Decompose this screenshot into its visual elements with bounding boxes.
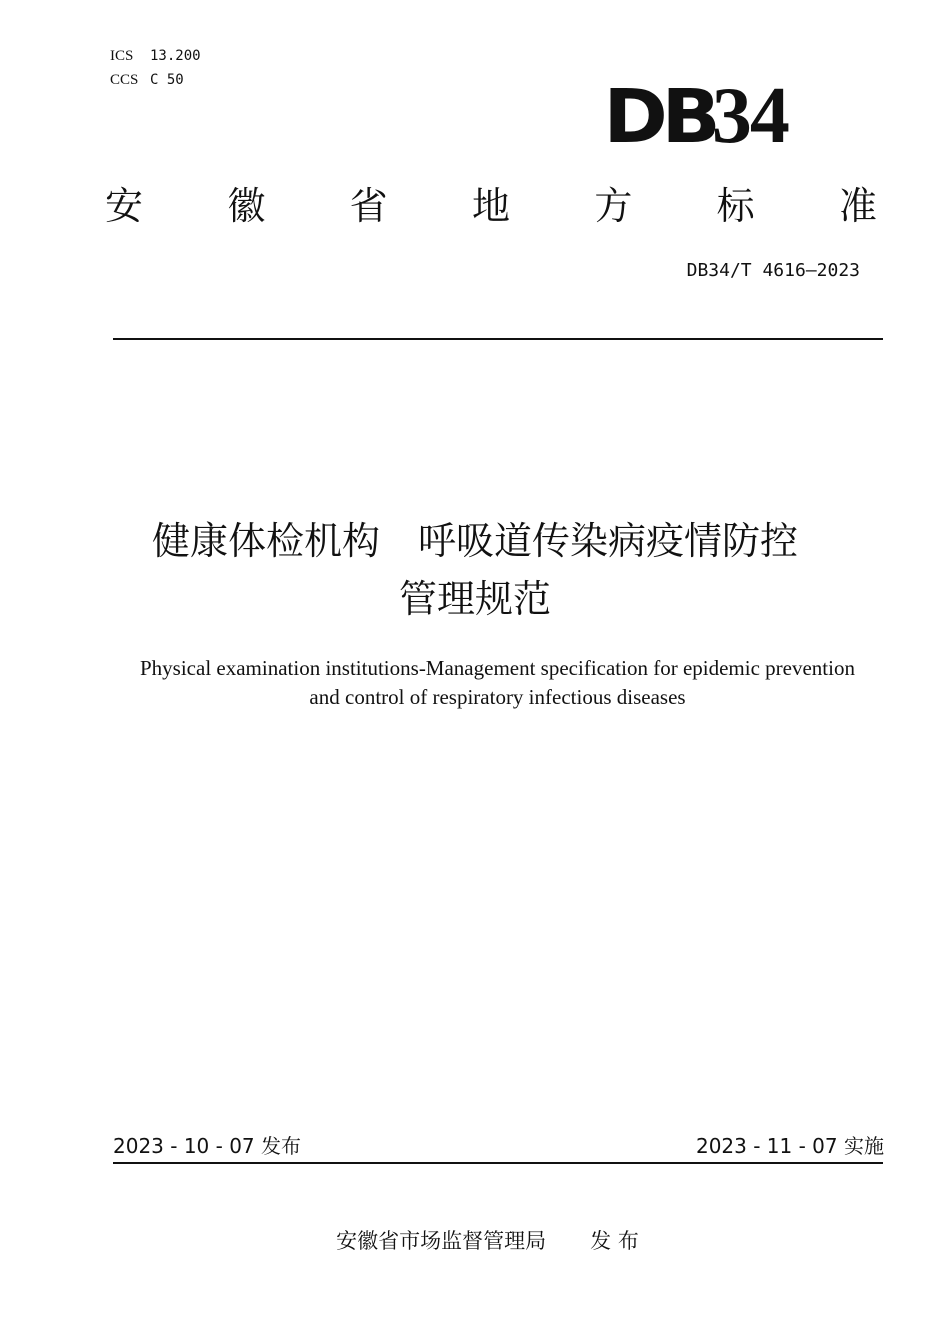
ics-label: ICS (110, 48, 134, 64)
ics-value: 13.200 (150, 48, 201, 64)
standard-kind-char: 省 (349, 184, 388, 228)
standard-number: DB34/T 4616—2023 (686, 260, 860, 281)
standard-kind-heading (105, 182, 877, 230)
title-en-line2: and control of respiratory infectious diseases (309, 685, 686, 709)
publisher-line (0, 1226, 950, 1256)
issue-date: 2023 - 10 - 07 发布 (113, 1134, 302, 1158)
title-cn-line2: 管理规范 (398, 577, 551, 621)
ccs-label: CCS (110, 72, 139, 88)
standard-kind-char: 徽 (227, 184, 266, 228)
standard-kind-char: 标 (716, 184, 755, 228)
logo-number: 34 (711, 72, 788, 160)
ccs-value: C 50 (150, 72, 184, 88)
logo-letters: DB (603, 74, 715, 160)
db34-logo (603, 72, 824, 160)
bottom-divider (113, 1162, 883, 1164)
implementation-date: 2023 - 11 - 07 实施 (695, 1134, 884, 1158)
standard-kind-char: 地 (471, 184, 510, 228)
ics-code (110, 47, 201, 65)
publisher-action: 发 布 (590, 1229, 639, 1253)
standard-kind-char: 安 (105, 184, 144, 228)
publisher-name: 安徽省市场监督管理局 (336, 1229, 547, 1253)
title-cn-line1: 健康体检机构 呼吸道传染病疫情防控 (151, 519, 798, 563)
standard-kind-char: 方 (594, 184, 633, 228)
top-divider (113, 338, 883, 340)
title-en-line1: Physical examination institutions-Management specification for epidemic prevention (140, 656, 855, 680)
standard-kind-char: 准 (838, 184, 877, 228)
ccs-code (110, 71, 184, 89)
